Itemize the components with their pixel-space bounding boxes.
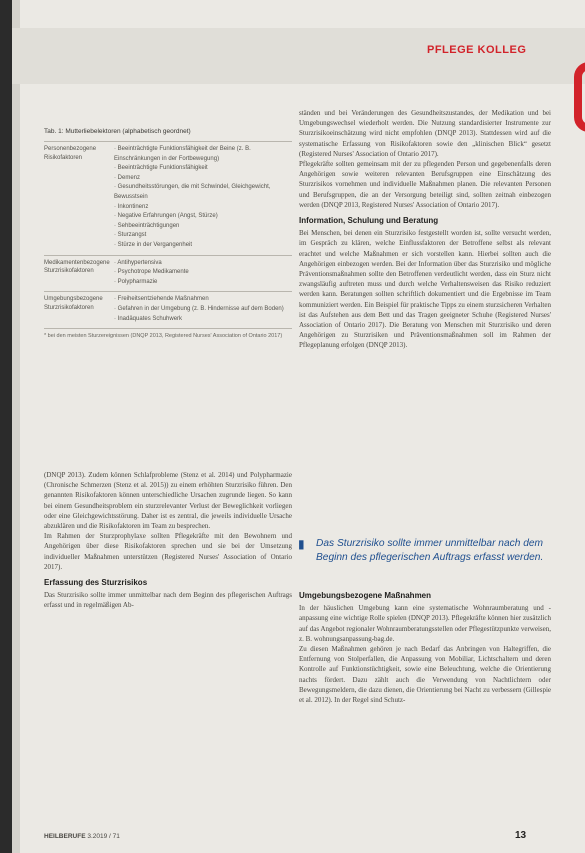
paragraph: Bei Menschen, bei denen ein Sturzrisiko festgestellt worden ist, sollte versucht werden, im Gespräch zu klären, welche Einflussfaktoren der Betroffene selbst als relevant erachtet und welche Maßnahmen er sich vorstellen kann. Hierbei sollten auch die Angehörigen einbezogen werden. Bei der Information über das Sturzrisiko und mögliche Präventionsmaßnahmen sollte den Betroffenen verdeutlicht werden, dass ein Sturz nicht zwangsläufig auftreten muss und durch welche Verhaltensweisen das Risiko reduziert werden kann. Beratungen sollten schriftlich dokumentiert und die Ergebnisse im Team kommuniziert werden. Ein Beispiel für praktische Tipps zu einem sturzsicheren Verhalten ist das Aufstehen aus dem Bett und das Tragen geeigneter Schuhe (Registered Nurses' Association of Ontario 2017). Die Beratung von Menschen mit Sturzrisiko und deren Angehörigen zu Sturzrisiken und Präventionsmaßnahmen soll im Rahmen der Pflegeplanung erfolgen (DNQP 2013).	[299, 229, 551, 350]
table-item: · Polypharmazie	[110, 278, 292, 288]
table-category: Umgebungsbezogene Sturzrisikofaktoren	[44, 296, 103, 311]
table-category: Medikamentenbezogene Sturzrisikofaktoren	[44, 259, 110, 275]
paragraph: Das Sturzrisiko sollte immer unmittelbar nach dem Beginn des pflegerischen Auftrags erfasst und in regelmäßigen Ab-	[44, 591, 292, 610]
paragraph: In der häuslichen Umgebung kann eine systematische Wohnraumberatung und -anpassung eine wichtige Rolle spielen (DNQP 2013). Pflegekräfte können hier zusätzlich auf das Angebot regionaler Wohnraumberatungsstellen oder Pflegestützpunkte verweisen, z. B. wohnungsanpassung-bag.de.	[299, 604, 551, 643]
right-lower-column-text	[299, 585, 551, 825]
table-item: · Sturzangst	[110, 231, 292, 241]
table-body	[44, 141, 292, 328]
table-items	[110, 145, 292, 251]
paragraph: Im Rahmen der Sturzprophylaxe sollten Pflegekräfte mit den Bewohnern und Angehörigen über diese Risikofaktoren sprechen und sie bei der Umsetzung individueller Maßnahmen unterstützen (Registered Nurses' Association of Ontario 2017).	[44, 532, 292, 571]
table-item: · Demenz	[110, 174, 292, 184]
table-item: · Freiheitsentziehende Maßnahmen	[110, 295, 292, 305]
paragraph: (DNQP 2013). Zudem können Schlafprobleme (Stenz et al. 2014) und Polypharmazie (Chronische Schmerzen (Stenz et al. 2015)) zu einem erhöhten Sturzrisiko führen. Den genannten Risikofaktoren können unterschiedliche Ursachen zugrunde liegen. So kann bei einem Gesundheitsproblem ein sturzrelevanter Verlust der Beweglichkeit vorliegen oder eine Gleichgewichtsstörung. Daher ist es zentral, die jeweils individuelle Ursache abzuklären und die Risikofaktoren im Team zu besprechen.	[44, 471, 292, 531]
issue-info: 3.2019 / 71	[87, 833, 120, 840]
table-item: · Negative Erfahrungen (Angst, Stürze)	[110, 212, 292, 222]
journal-name: HEILBERUFE	[44, 833, 86, 840]
paragraph: Zu diesen Maßnahmen gehören je nach Bedarf das Anbringen von Haltegriffen, die Entfernung von Stolperfallen, die Anpassung von Mobiliar, Lichtschaltern und deren Kontrolle auf Funktionstüchtigkeit, sowie eine Beleuchtung, welche die Orientierung nachts fördert. Dazu zählt auch die Verwendung von Nachtlichtern oder Bewegungsmeldern, die dazu dienen, die Orientierung bei Nacht zu verbessern (Gillespie et al. 2012). In der Regel sind Schutz-	[299, 645, 551, 705]
paragraph: ständen und bei Veränderungen des Gesundheitszustandes, der Medikation und bei Umgebungswechsel wiederholt werden. Die Nutzung standardisierter Instrumente zur Sturzrisikoeinschätzung wird nicht empfohlen (DNQP 2013). Stattdessen wird auf die systematische Erfassung von Risikofaktoren sowie den „klinischen Blick“ gesetzt (Registered Nurses' Association of Ontario 2017).	[299, 109, 551, 158]
header-band	[12, 28, 585, 84]
table-item: · Gefahren in der Umgebung (z. B. Hindernisse auf dem Boden)	[110, 305, 292, 315]
table-item: · Beeinträchtigte Funktionsfähigkeit	[110, 164, 292, 174]
table-items	[110, 295, 292, 324]
table-item: · Gesundheitsstörungen, die mit Schwindel, Gleichgewicht, Bewusstsein	[110, 183, 292, 202]
quote-marker-icon: ▮	[298, 537, 305, 551]
magazine-page	[12, 0, 585, 853]
table-caption: Tab. 1: Mutterliebelektoren (alphabetisch geordnet)	[44, 128, 191, 135]
table-item: · Stürze in der Vergangenheit	[110, 241, 292, 251]
table-row	[44, 255, 292, 292]
table-row	[44, 141, 292, 255]
table-footnote: * bei den meisten Sturzereignissen (DNQP 2013, Registered Nurses' Association of Ontario 2017)	[44, 328, 292, 340]
red-c-logo-mark	[574, 62, 585, 132]
footer-journal	[44, 833, 120, 840]
right-column-text	[299, 108, 551, 528]
section-heading: Information, Schulung und Beratung	[299, 216, 439, 226]
paragraph: Pflegekräfte sollten gemeinsam mit der zu pflegenden Person und gegebenenfalls deren Angehörigen sowie weiteren relevanten Berufsgruppen eine Einschätzung des Sturzrisikos vornehmen und individuelle Maßnahmen planen. Die relevanten Personen und Berufsgruppen, die an der Versorgung beteiligt sind, sollten zeitnah einbezogen werden (DNQP 2013, Registered Nurses' Association of Ontario 2017).	[299, 160, 551, 209]
page-spine-shadow	[12, 0, 20, 853]
page-number: 13	[515, 830, 527, 841]
risk-factor-table	[44, 128, 292, 340]
section-heading: Erfassung des Sturzrisikos	[44, 578, 148, 588]
table-item: · Antihypertensiva	[110, 259, 292, 269]
left-column-text	[44, 470, 292, 820]
table-category: Personenbezogene Risikofaktoren	[44, 146, 97, 161]
table-item: · Beeinträchtigte Funktionsfähigkeit der Beine (z. B. Einschränkungen in der Fortbewegung)	[110, 145, 292, 164]
pull-quote: Das Sturzrisiko sollte immer unmittelbar nach dem Beginn des pflegerischen Auftrags erfasst werden.	[316, 538, 544, 563]
table-item: · Inkontinenz	[110, 203, 292, 213]
table-row	[44, 291, 292, 328]
table-item: · Inadäquates Schuhwerk	[110, 315, 292, 325]
table-item: · Psychotrope Medikamente	[110, 268, 292, 278]
section-label: PFLEGE KOLLEG	[427, 44, 527, 56]
table-items	[110, 259, 292, 288]
section-heading: Umgebungsbezogene Maßnahmen	[299, 591, 432, 600]
table-item: · Sehbeeinträchtigungen	[110, 222, 292, 232]
